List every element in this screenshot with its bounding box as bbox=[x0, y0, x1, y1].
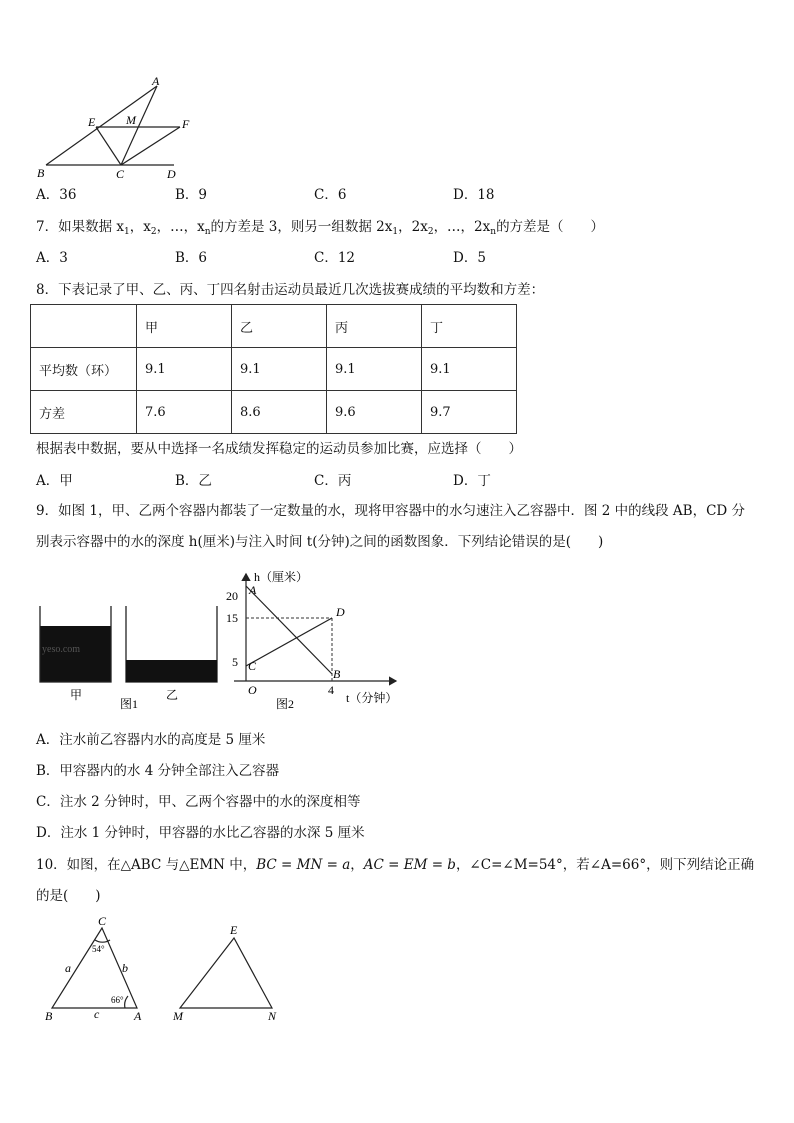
q9-graph-ylabel: h（厘米） bbox=[254, 570, 309, 584]
q6-label-C: C bbox=[116, 167, 125, 181]
q9-watermark: yeso.com bbox=[42, 644, 81, 655]
q10-label-N: N bbox=[268, 1009, 277, 1023]
q6-label-B: B bbox=[37, 166, 45, 180]
q6-label-F: F bbox=[182, 117, 190, 131]
q9-graph-ytick-15: 15 bbox=[226, 611, 238, 625]
q10-label-b: b bbox=[122, 961, 128, 975]
table-cell: 8.6 bbox=[232, 391, 327, 434]
q6-label-D: D bbox=[167, 167, 176, 181]
q10-label-a: a bbox=[65, 961, 71, 975]
q7-option-a: A．3 bbox=[36, 250, 68, 266]
q9-option-c: C．注水 2 分钟时，甲、乙两个容器中的水的深度相等 bbox=[36, 794, 361, 810]
q9-figure2-caption: 图2 bbox=[276, 697, 295, 711]
q10-label-c: c bbox=[94, 1007, 100, 1021]
q9-figure1-containers bbox=[36, 600, 226, 715]
q8-stem: 8．下表记录了甲、乙、丙、丁四名射击运动员最近几次选拔赛成绩的平均数和方差： bbox=[36, 282, 545, 298]
q6-option-b: B．9 bbox=[175, 187, 208, 203]
q8-score-table bbox=[30, 304, 517, 434]
q8-question: 根据表中数据，要从中选择一名成绩发挥稳定的运动员参加比赛，应选择（ ） bbox=[36, 441, 522, 457]
q9-container-yi-label: 乙 bbox=[166, 688, 179, 702]
q9-graph-point-B: B bbox=[333, 667, 341, 681]
q6-label-M: M bbox=[126, 113, 136, 127]
table-header-cell: 乙 bbox=[232, 305, 327, 348]
table-cell: 9.1 bbox=[327, 348, 422, 391]
table-cell: 9.7 bbox=[422, 391, 517, 434]
table-cell: 9.6 bbox=[327, 391, 422, 434]
q9-graph-point-C: C bbox=[248, 659, 257, 673]
q7-option-c: C．12 bbox=[314, 250, 356, 266]
q10-triangle-abc bbox=[40, 912, 150, 1027]
q8-option-b: B．乙 bbox=[175, 473, 212, 489]
q10-triangle-emn bbox=[168, 920, 288, 1030]
table-header-row bbox=[31, 305, 517, 348]
table-header-cell bbox=[31, 305, 137, 348]
table-cell: 9.1 bbox=[137, 348, 232, 391]
q9-figure2-graph bbox=[226, 566, 416, 716]
q8-option-a: A．甲 bbox=[36, 473, 73, 489]
table-row bbox=[31, 348, 517, 391]
table-cell: 平均数（环） bbox=[31, 348, 137, 391]
table-row bbox=[31, 391, 517, 434]
q9-graph-origin: O bbox=[248, 683, 257, 697]
q10-label-C: C bbox=[98, 914, 107, 928]
table-cell: 方差 bbox=[31, 391, 137, 434]
q9-option-b: B．甲容器内的水 4 分钟全部注入乙容器 bbox=[36, 763, 280, 779]
q6-geometry-figure bbox=[34, 74, 204, 184]
table-header-cell: 丁 bbox=[422, 305, 517, 348]
q8-option-d: D．丁 bbox=[453, 473, 491, 489]
q10-stem-line2: 的是( ) bbox=[36, 888, 101, 904]
q6-label-E: E bbox=[88, 115, 96, 129]
q6-option-a: A．36 bbox=[36, 187, 77, 203]
q8-option-c: C．丙 bbox=[314, 473, 352, 489]
q10-label-M: M bbox=[173, 1009, 183, 1023]
q6-label-A: A bbox=[152, 74, 160, 88]
q9-stem-line2: 别表示容器中的水的深度 h(厘米)与注入时间 t(分钟)之间的函数图象．下列结论错误的是( ) bbox=[36, 534, 604, 550]
q6-option-c: C．6 bbox=[314, 187, 347, 203]
table-header-cell: 丙 bbox=[327, 305, 422, 348]
q9-graph-xlabel: t（分钟） bbox=[346, 691, 398, 705]
q9-figure1-caption: 图1 bbox=[120, 697, 139, 711]
q9-graph-ytick-20: 20 bbox=[226, 589, 238, 603]
table-cell: 7.6 bbox=[137, 391, 232, 434]
q9-stem-line1: 9．如图 1，甲、乙两个容器内都装了一定数量的水，现将甲容器中的水匀速注入乙容器中．图 2 中的线段 AB，CD 分 bbox=[36, 503, 746, 519]
q9-option-a: A．注水前乙容器内水的高度是 5 厘米 bbox=[36, 732, 266, 748]
q10-label-A: A bbox=[134, 1009, 142, 1023]
q9-graph-point-D: D bbox=[336, 605, 345, 619]
table-cell: 9.1 bbox=[422, 348, 517, 391]
q10-label-B: B bbox=[45, 1009, 53, 1023]
q10-label-E: E bbox=[230, 923, 238, 937]
q6-option-d: D．18 bbox=[453, 187, 495, 203]
q9-graph-point-A: A bbox=[249, 583, 257, 597]
table-header-cell: 甲 bbox=[137, 305, 232, 348]
q10-stem-line1: 10．如图，在△ABC 与△EMN 中，BC = MN = a，AC = EM = b，∠C=∠M=54°，若∠A=66°，则下列结论正确 bbox=[36, 857, 755, 873]
q10-angle-54: 54° bbox=[92, 944, 105, 954]
q9-graph-ytick-5: 5 bbox=[232, 655, 238, 669]
table-cell: 9.1 bbox=[232, 348, 327, 391]
q7-option-d: D．5 bbox=[453, 250, 486, 266]
q9-container-jia-label: 甲 bbox=[70, 688, 83, 702]
q7-option-b: B．6 bbox=[175, 250, 208, 266]
q9-option-d: D．注水 1 分钟时，甲容器的水比乙容器的水深 5 厘米 bbox=[36, 825, 365, 841]
q10-angle-66: 66° bbox=[111, 995, 124, 1005]
q9-graph-xtick-4: 4 bbox=[328, 683, 334, 697]
q7-stem: 7．如果数据 $x_1$，$x_2$，…，$x_n$的方差是 3，则另一组数据 $2x_1$，$2x_2$，…，$2x_n$的方差是（ ） bbox=[36, 219, 605, 237]
